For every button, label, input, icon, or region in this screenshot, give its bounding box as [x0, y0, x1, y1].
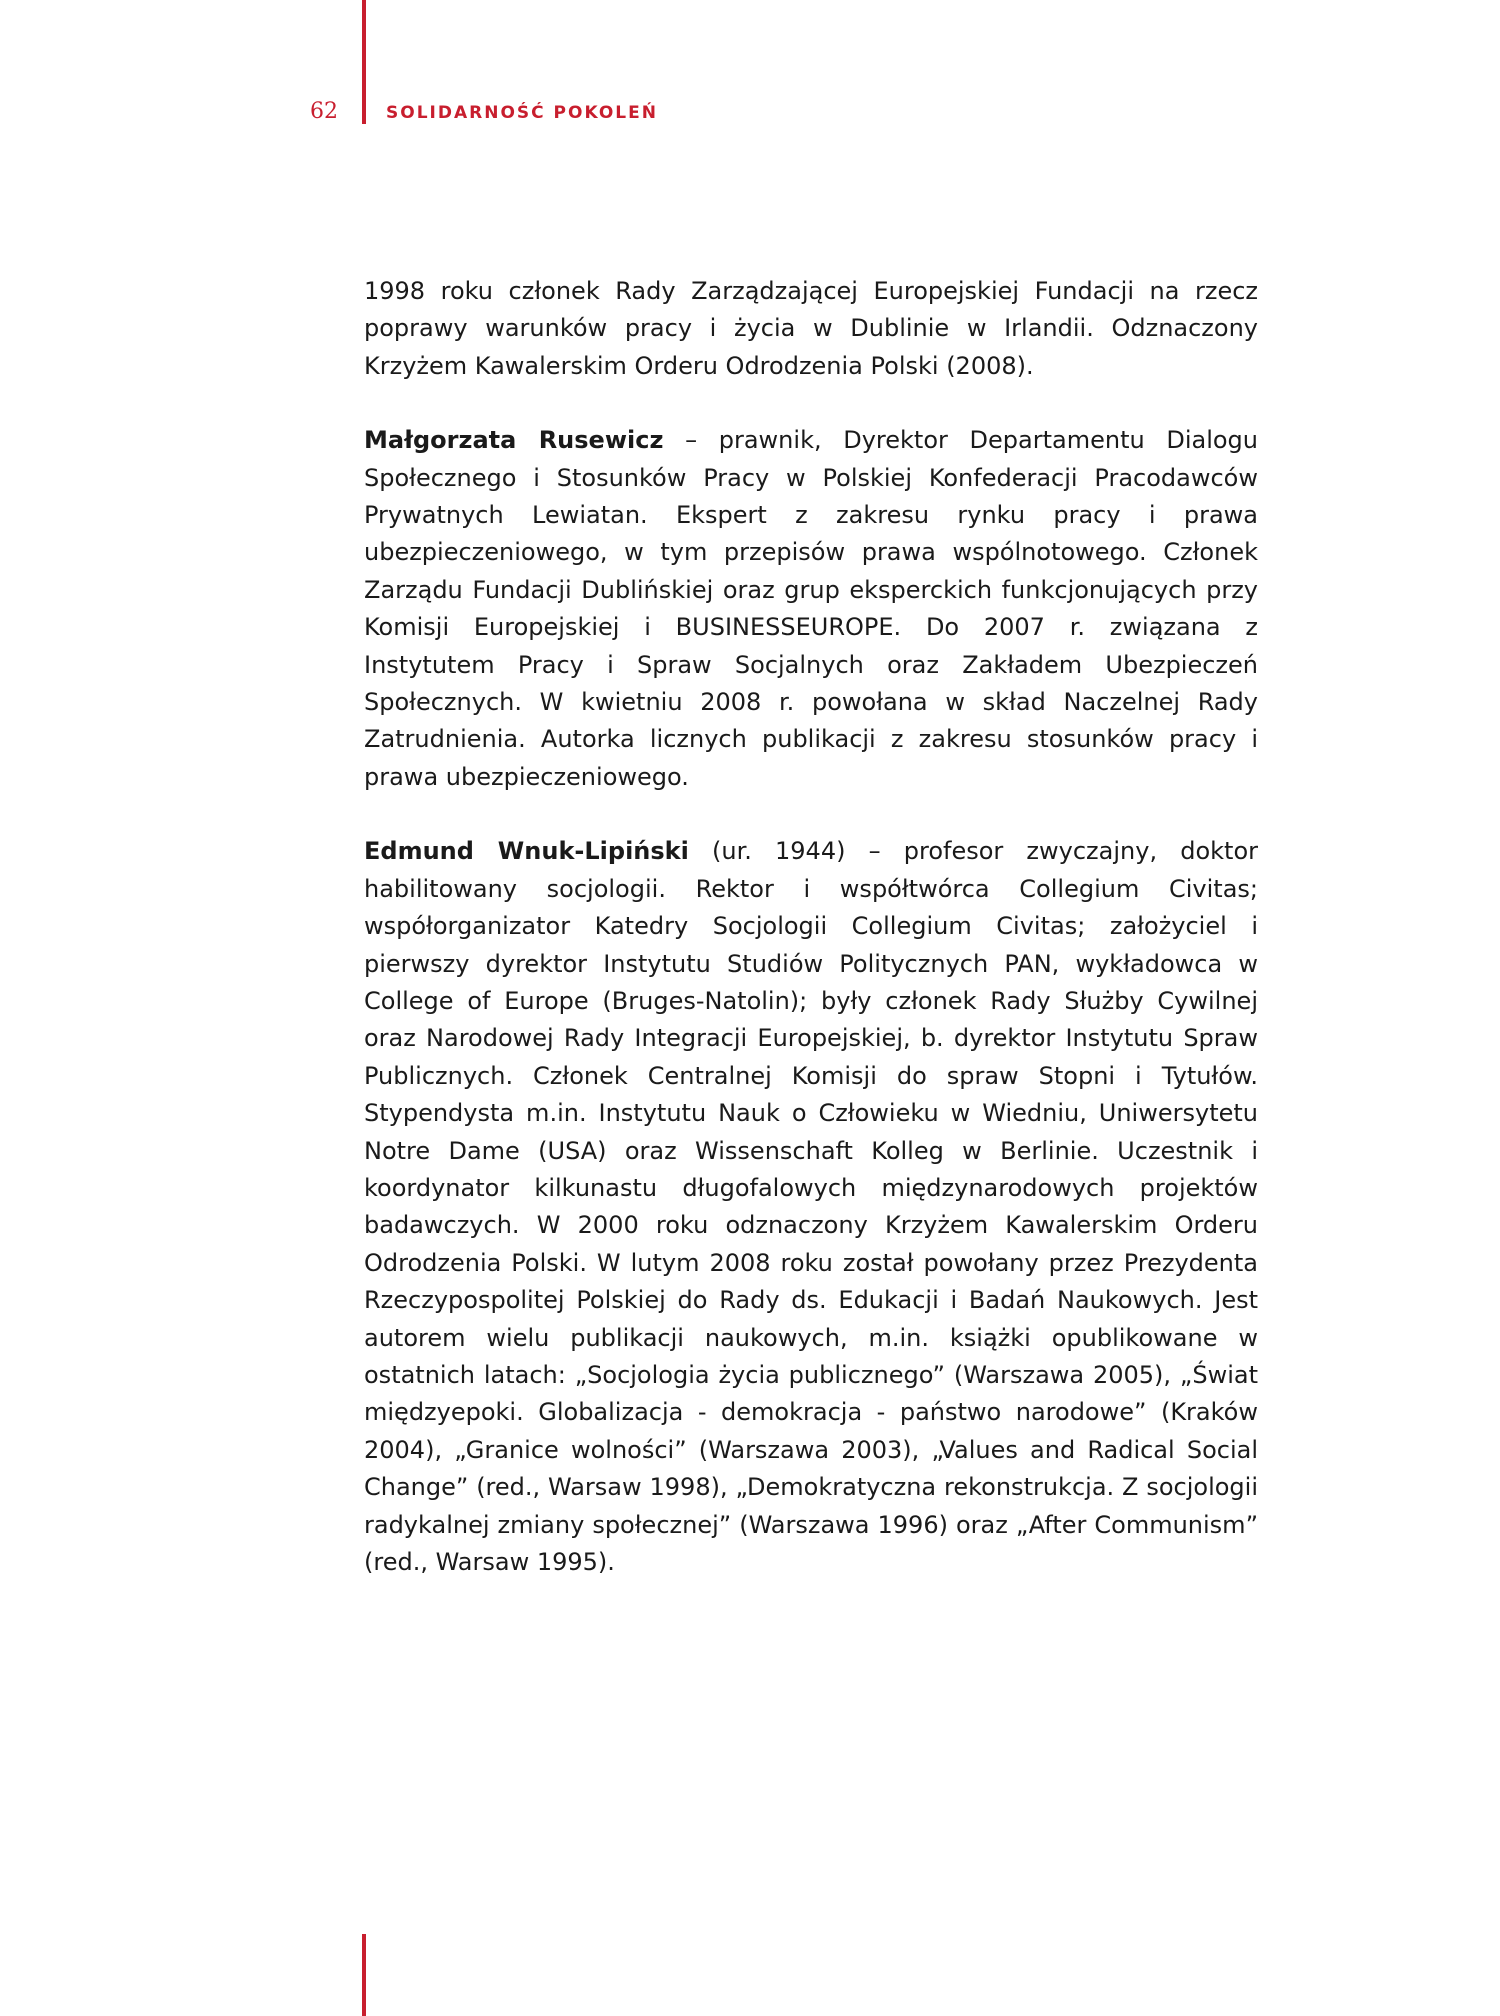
person-name: Edmund Wnuk-Lipiński [364, 837, 689, 866]
margin-rule-top [362, 0, 366, 124]
running-title: SOLIDARNOŚĆ POKOLEŃ [386, 103, 658, 123]
paragraph-text: 1998 roku członek Rady Zarządzającej Europejskiej Fundacji na rzecz poprawy warunków pracy i życia w Dublinie w Irlandii. Odznaczony Krzyżem Kawalerskim Orderu Odrodzenia Polski (2008). [364, 277, 1258, 380]
paragraph-text: – prawnik, Dyrektor Departamentu Dialogu Społecznego i Stosunków Pracy w Polskiej Konfederacji Pracodawców Prywatnych Lewiatan. Ekspert z zakresu rynku pracy i prawa ubezpieczeniowego, w tym przepisów prawa wspólnotowego. Członek Zarządu Fundacji Dublińskiej oraz grup eksperckich funkcjonujących przy Komisji Europejskiej i BUSINESSEUROPE. Do 2007 r. związana z Instytutem Pracy i Spraw Socjalnych oraz Zakładem Ubezpieczeń Społecznych. W kwietniu 2008 r. powołana w skład Naczelnej Rady Zatrudnienia. Autorka licznych publikacji z zakresu stosunków pracy i prawa ubezpieczeniowego. [364, 426, 1259, 791]
paragraph-text: (ur. 1944) – profesor zwyczajny, doktor habilitowany socjologii. Rektor i współtwórca Collegium Civitas; współorganizator Katedry Socjologii Collegium Civitas; założyciel i pierwszy dyrektor Instytutu Studiów Politycznych PAN, wykładowca w College of Europe (Bruges-Natolin); były członek Rady Służby Cywilnej oraz Narodowej Rady Integracji Europejskiej, b. dyrektor Instytutu Spraw Publicznych. Członek Centralnej Komisji do spraw Stopni i Tytułów. Stypendysta m.in. Instytutu Nauk o Człowieku w Wiedniu, Uniwersytetu Notre Dame (USA) oraz Wissenschaft Kolleg w Berlinie. Uczestnik i koordynator kilkunastu długofalowych międzynarodowych projektów badawczych. W 2000 roku odznaczony Krzyżem Kawalerskim Orderu Odrodzenia Polski. W lutym 2008 roku został powołany przez Prezydenta Rzeczypospolitej Polskiej do Rady ds. Edukacji i Badań Naukowych. Jest autorem wielu publikacji naukowych, m.in. książki opublikowane w ostatnich latach: „Socjologia życia publicznego” (Warszawa 2005), „Świat międzyepoki. Globalizacja - demokracja - państwo narodowe” (Kraków 2004), „Granice wolności” (Warszawa 2003), „Values and Radical Social Change” (red., Warsaw 1998), „Demokratyczna rekonstrukcja. Z socjologii radykalnej zmiany społecznej” (Warszawa 1996) oraz „After Communism” (red., Warsaw 1995). [364, 837, 1258, 1576]
person-name: Małgorzata Rusewicz [364, 426, 664, 455]
bio-paragraph-rusewicz [364, 422, 1258, 796]
margin-rule-bottom [362, 1934, 366, 2016]
bio-paragraph-wnuk-lipinski [364, 833, 1258, 1581]
page-number: 62 [310, 99, 338, 124]
page-body [364, 273, 1258, 1581]
paragraph-continuation [364, 273, 1258, 385]
